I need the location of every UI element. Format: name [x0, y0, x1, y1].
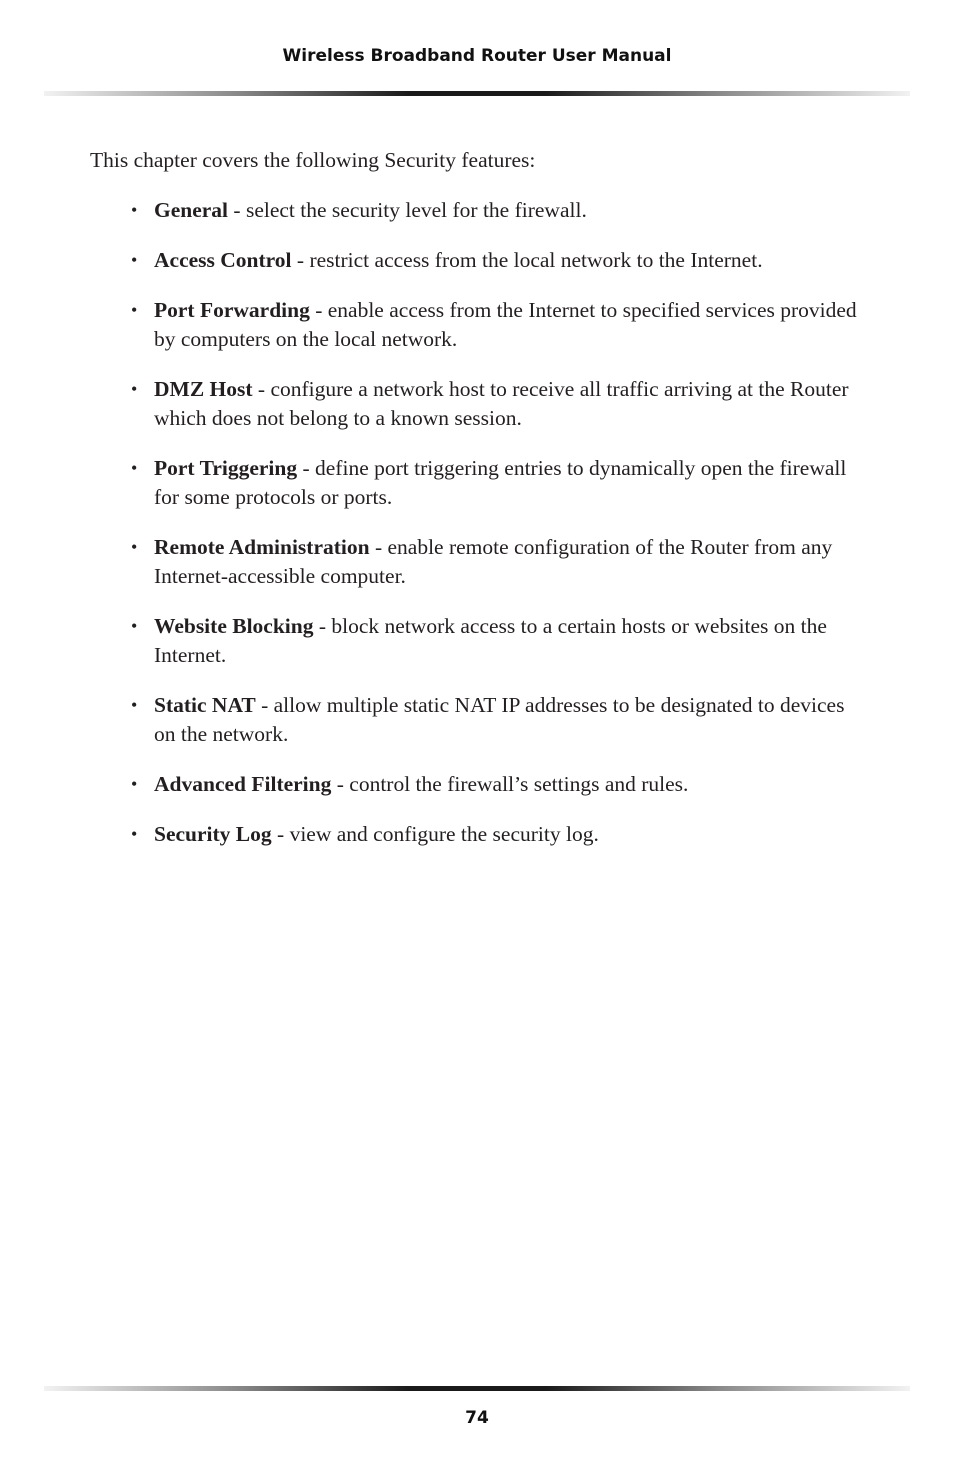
bullet-icon: •: [131, 537, 138, 557]
feature-name: Website Blocking: [154, 614, 314, 638]
feature-description: - allow multiple static NAT IP addresses to be designated to devices on the network.: [154, 693, 845, 746]
bullet-icon: •: [131, 695, 138, 715]
feature-name: Security Log: [154, 822, 272, 846]
feature-name: Port Forwarding: [154, 298, 310, 322]
running-header-title: Wireless Broadband Router User Manual: [282, 46, 672, 66]
feature-name: Port Triggering: [154, 456, 298, 480]
list-item: [0, 533, 864, 591]
feature-description: - define port triggering entries to dynamically open the firewall for some protocols or ports.: [154, 456, 847, 509]
feature-description: - enable access from the Internet to specified services provided by computers on the local network.: [154, 298, 857, 351]
bullet-icon: •: [131, 379, 138, 399]
list-item: [0, 196, 864, 225]
bullet-icon: •: [131, 250, 138, 270]
feature-name: Access Control: [154, 248, 292, 272]
intro-paragraph: This chapter covers the following Security features:: [90, 148, 536, 172]
bullet-icon: •: [131, 200, 138, 220]
footer-divider: [44, 1386, 910, 1391]
feature-name: DMZ Host: [154, 377, 253, 401]
list-item: [0, 691, 864, 749]
bullet-icon: •: [131, 616, 138, 636]
list-item: [0, 612, 864, 670]
feature-description: - block network access to a certain hosts or websites on the Internet.: [154, 614, 827, 667]
list-item: [0, 770, 864, 799]
feature-name: Advanced Filtering: [154, 772, 332, 796]
security-feature-list: [0, 196, 954, 870]
feature-description: - restrict access from the local network to the Internet.: [291, 248, 763, 272]
header-divider: [44, 91, 910, 96]
feature-name: Static NAT: [154, 693, 256, 717]
list-item: [0, 246, 864, 275]
feature-name: Remote Administration: [154, 535, 370, 559]
list-item: [0, 454, 864, 512]
feature-name: General: [154, 198, 229, 222]
feature-description: - enable remote configuration of the Router from any Internet-accessible computer.: [154, 535, 833, 588]
feature-description: - view and configure the security log.: [271, 822, 599, 846]
list-item: [0, 296, 864, 354]
bullet-icon: •: [131, 774, 138, 794]
feature-description: - control the firewall’s settings and rules.: [331, 772, 689, 796]
list-item: [0, 375, 864, 433]
bullet-icon: •: [131, 300, 138, 320]
bullet-icon: •: [131, 458, 138, 478]
feature-description: - select the security level for the firewall.: [228, 198, 587, 222]
feature-description: - configure a network host to receive all traffic arriving at the Router which does not belong to a known session.: [154, 377, 849, 430]
bullet-icon: •: [131, 824, 138, 844]
page-number: 74: [465, 1408, 489, 1428]
list-item: [0, 820, 864, 849]
